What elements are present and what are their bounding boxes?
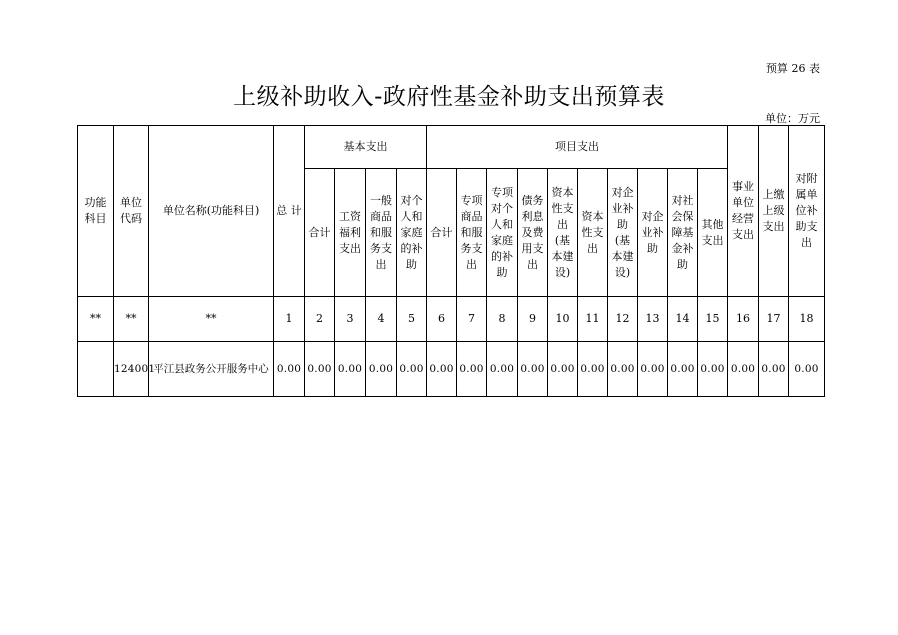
index-number: 7: [457, 297, 487, 342]
header-project-3: 专项对个人和家庭的补助: [487, 169, 518, 297]
budget-table: [77, 125, 825, 397]
header-basic-1: 合计: [305, 169, 335, 297]
page-title: 上级补助收入-政府性基金补助支出预算表: [233, 84, 665, 110]
row-value: 0.00: [397, 342, 427, 397]
index-unit-code: **: [114, 297, 149, 342]
header-project-8: 对企业补助: [638, 169, 668, 297]
index-number: 8: [487, 297, 518, 342]
table-row: [78, 342, 825, 397]
row-value: 0.00: [668, 342, 698, 397]
row-value: 0.00: [274, 342, 305, 397]
header-unit-name: 单位名称(功能科目): [149, 126, 274, 297]
index-number: 10: [548, 297, 578, 342]
index-number: 3: [335, 297, 366, 342]
row-value: 0.00: [698, 342, 728, 397]
index-number: 5: [397, 297, 427, 342]
header-project-2: 专项商品和服务支出: [457, 169, 487, 297]
header-other-2: 上缴上级支出: [759, 126, 789, 297]
header-unit-code: 单位代码: [114, 126, 149, 297]
row-unit-name: 平江县政务公开服务中心: [149, 342, 274, 397]
row-value: 0.00: [457, 342, 487, 397]
header-project-9: 对社会保障基金补助: [668, 169, 698, 297]
row-value: 0.00: [789, 342, 825, 397]
header-project-group: 项目支出: [427, 126, 728, 169]
index-number: 11: [578, 297, 608, 342]
row-unit-code: 124001: [114, 342, 149, 397]
header-basic-3: 一般商品和服务支出: [366, 169, 397, 297]
row-value: 0.00: [759, 342, 789, 397]
header-other-1: 事业单位经营支出: [728, 126, 759, 297]
header-project-10: 其他支出: [698, 169, 728, 297]
header-total: 总 计: [274, 126, 305, 297]
index-number: 6: [427, 297, 457, 342]
index-number: 17: [759, 297, 789, 342]
header-project-1: 合计: [427, 169, 457, 297]
row-value: 0.00: [608, 342, 638, 397]
header-basic-2: 工资福利支出: [335, 169, 366, 297]
header-project-5: 资本性支出(基本建设): [548, 169, 578, 297]
index-number: 14: [668, 297, 698, 342]
row-value: 0.00: [487, 342, 518, 397]
index-number: 18: [789, 297, 825, 342]
row-value: 0.00: [335, 342, 366, 397]
unit-label: 单位：万元: [765, 112, 820, 125]
index-row: [78, 297, 825, 342]
header-basic-4: 对个人和家庭的补助: [397, 169, 427, 297]
row-value: 0.00: [305, 342, 335, 397]
row-value: 0.00: [427, 342, 457, 397]
index-number: 15: [698, 297, 728, 342]
row-value: 0.00: [638, 342, 668, 397]
header-project-7: 对企业补助(基本建设): [608, 169, 638, 297]
header-func-code: 功能科目: [78, 126, 114, 297]
index-number: 2: [305, 297, 335, 342]
index-number: 13: [638, 297, 668, 342]
header-basic-group: 基本支出: [305, 126, 427, 169]
row-value: 0.00: [728, 342, 759, 397]
header-project-6: 资本性支出: [578, 169, 608, 297]
row-value: 0.00: [578, 342, 608, 397]
row-value: 0.00: [518, 342, 548, 397]
row-value: 0.00: [548, 342, 578, 397]
index-number: 9: [518, 297, 548, 342]
index-number: 12: [608, 297, 638, 342]
index-number: 1: [274, 297, 305, 342]
table-number: 预算 26 表: [766, 62, 820, 75]
row-func-code: [78, 342, 114, 397]
row-value: 0.00: [366, 342, 397, 397]
index-func-code: **: [78, 297, 114, 342]
header-other-3: 对附属单位补助支出: [789, 126, 825, 297]
index-number: 16: [728, 297, 759, 342]
header-project-4: 债务利息及费用支出: [518, 169, 548, 297]
index-number: 4: [366, 297, 397, 342]
index-unit-name: **: [149, 297, 274, 342]
